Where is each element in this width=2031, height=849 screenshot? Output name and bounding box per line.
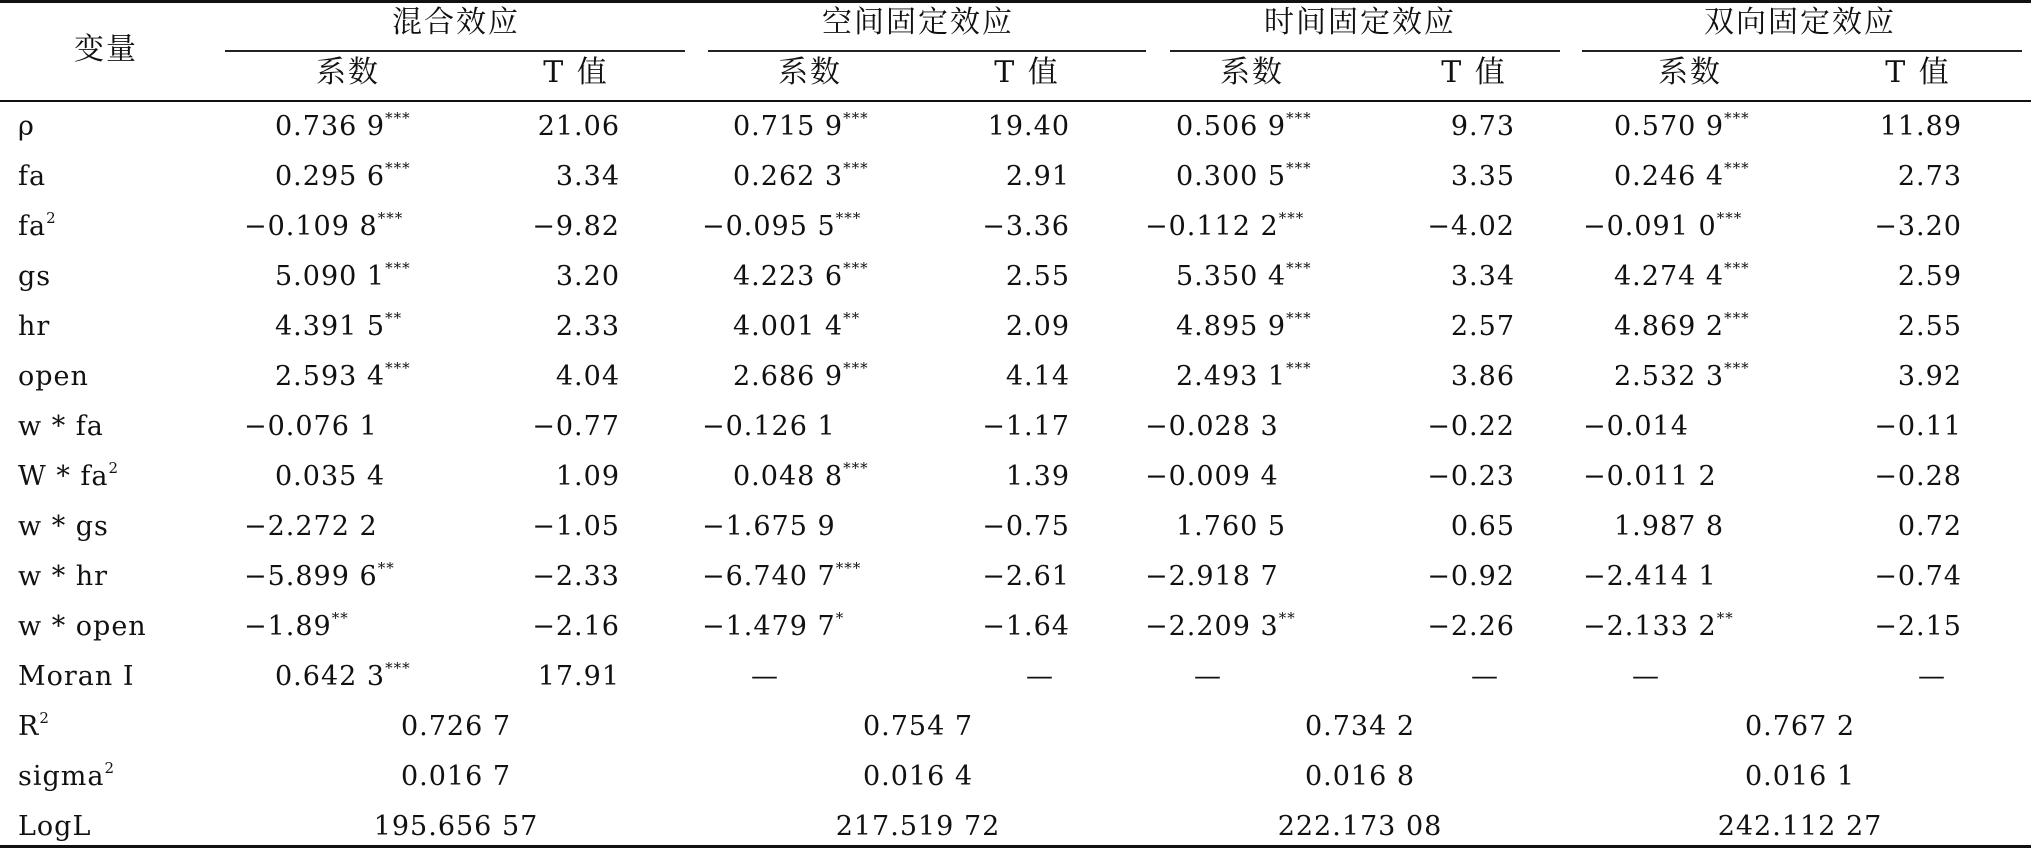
table-row-label: [18, 362, 89, 392]
significance-stars: ***: [377, 209, 404, 227]
significance-stars: **: [843, 309, 861, 327]
t-cell: 4.04: [555, 361, 620, 392]
significance-stars: ***: [843, 109, 869, 127]
t-cell: —: [1471, 661, 1499, 692]
t-cell: −0.23: [1427, 461, 1515, 492]
coef-cell: [1145, 209, 1305, 242]
summary-cell: 0.016 1: [1744, 761, 1856, 792]
coef-cell: [275, 462, 385, 492]
table-row-label: [18, 162, 46, 192]
coef-value: 0.715 9: [733, 111, 844, 142]
coef-value: −0.126 1: [702, 411, 836, 442]
coef-value: −1.675 9: [702, 511, 836, 542]
coef-cell: [733, 359, 869, 392]
summary-cell: 0.734 2: [1304, 711, 1416, 742]
t-cell: −0.92: [1427, 561, 1515, 592]
coef-value: 0.642 3: [275, 661, 386, 692]
subheader-t: T 值: [994, 55, 1060, 90]
coef-value: −2.209 3: [1145, 611, 1279, 642]
summary-cell: 0.726 7: [400, 711, 512, 742]
coef-cell: [1583, 462, 1717, 492]
table-row-label: [18, 459, 120, 492]
variable-superscript: 2: [104, 759, 116, 777]
coef-value: 0.506 9: [1176, 111, 1287, 142]
t-cell: −0.75: [982, 511, 1070, 542]
significance-stars: *: [835, 609, 845, 627]
coef-cell: [244, 512, 378, 542]
coef-value: −0.076 1: [244, 411, 378, 442]
t-cell: −9.82: [532, 211, 620, 242]
t-cell: —: [1918, 661, 1946, 692]
coef-cell: [275, 359, 411, 392]
subheader-coef: 系数: [1220, 55, 1284, 90]
significance-stars: ***: [1716, 209, 1743, 227]
coef-value: 1.760 5: [1176, 511, 1287, 542]
coef-cell: [733, 159, 869, 192]
significance-stars: **: [331, 609, 349, 627]
coef-cell: [733, 259, 869, 292]
t-cell: 21.06: [537, 111, 620, 142]
group-underline-twoway: [1582, 50, 2022, 52]
t-cell: −0.28: [1874, 461, 1962, 492]
coef-cell: [1583, 209, 1743, 242]
subheader-coef: 系数: [1658, 55, 1722, 90]
coef-cell: [1145, 609, 1296, 642]
coef-value: 0.048 8: [733, 461, 844, 492]
subheader-coef: 系数: [316, 55, 380, 90]
coef-value: 4.869 2: [1614, 311, 1725, 342]
coef-cell: [244, 209, 404, 242]
bottom-rule: [0, 845, 2031, 848]
coef-cell: [244, 412, 378, 442]
header-rule: [0, 100, 2031, 102]
coef-cell: —: [1632, 661, 1660, 692]
t-cell: 4.14: [1005, 361, 1070, 392]
variable-label: Moran I: [18, 661, 135, 692]
significance-stars: ***: [385, 259, 411, 277]
coef-cell: [702, 559, 862, 592]
summary-cell: 0.754 7: [862, 711, 974, 742]
coef-cell: [1614, 359, 1750, 392]
variable-label: w * fa: [18, 411, 104, 442]
variable-label: ρ: [18, 111, 35, 142]
coef-cell: [275, 659, 411, 692]
t-cell: 17.91: [537, 661, 620, 692]
coef-value: −0.009 4: [1145, 461, 1279, 492]
significance-stars: ***: [385, 159, 411, 177]
t-cell: 3.35: [1450, 161, 1515, 192]
t-cell: —: [1026, 661, 1054, 692]
coef-cell: [1145, 562, 1279, 592]
variable-label: gs: [18, 261, 52, 292]
coef-value: −0.014: [1583, 411, 1689, 442]
top-rule: [0, 0, 2031, 3]
coef-cell: [275, 109, 411, 142]
t-cell: −1.64: [982, 611, 1070, 642]
coef-value: 4.391 5: [275, 311, 386, 342]
significance-stars: ***: [1278, 209, 1305, 227]
coef-value: 2.686 9: [733, 361, 844, 392]
coef-value: 4.895 9: [1176, 311, 1287, 342]
summary-cell: 0.016 8: [1304, 761, 1416, 792]
t-cell: −0.77: [532, 411, 620, 442]
significance-stars: ***: [385, 659, 411, 677]
significance-stars: ***: [843, 359, 869, 377]
coef-value: 2.593 4: [275, 361, 386, 392]
variable-label: w * gs: [18, 511, 109, 542]
table-row-label: [18, 209, 57, 242]
coef-cell: [1145, 412, 1279, 442]
coef-cell: [1145, 462, 1279, 492]
coef-value: 2.493 1: [1176, 361, 1287, 392]
coef-value: 0.246 4: [1614, 161, 1725, 192]
coef-cell: [275, 259, 411, 292]
t-cell: −3.20: [1874, 211, 1962, 242]
variable-label: hr: [18, 311, 51, 342]
coef-cell: —: [751, 661, 779, 692]
t-cell: −2.16: [532, 611, 620, 642]
t-cell: 2.55: [1897, 311, 1962, 342]
t-cell: 1.09: [555, 461, 620, 492]
table-row-label: [18, 562, 108, 592]
coef-cell: [702, 512, 836, 542]
coef-cell: [1176, 109, 1312, 142]
coef-cell: [1176, 309, 1312, 342]
subheader-t: T 值: [1441, 55, 1507, 90]
t-cell: 3.86: [1450, 361, 1515, 392]
t-cell: 2.57: [1450, 311, 1515, 342]
header-variable: 变量: [74, 32, 138, 67]
coef-cell: [244, 559, 395, 592]
significance-stars: ***: [1286, 259, 1312, 277]
coef-cell: [1583, 562, 1717, 592]
coef-value: 0.035 4: [275, 461, 386, 492]
coef-value: 1.987 8: [1614, 511, 1725, 542]
summary-row-label: [18, 812, 91, 842]
t-cell: −1.05: [532, 511, 620, 542]
coef-cell: [702, 209, 862, 242]
coef-value: −5.899 6: [244, 561, 378, 592]
t-cell: −4.02: [1427, 211, 1515, 242]
t-cell: 11.89: [1879, 111, 1962, 142]
table-row-label: [18, 512, 109, 542]
group-underline-spatial: [708, 50, 1146, 52]
group-header-spatial: 空间固定效应: [822, 5, 1014, 40]
subheader-coef: 系数: [778, 55, 842, 90]
coef-value: −6.740 7: [702, 561, 836, 592]
significance-stars: ***: [385, 359, 411, 377]
summary-cell: 195.656 57: [373, 811, 539, 842]
significance-stars: **: [385, 309, 403, 327]
variable-superscript: 2: [39, 709, 50, 727]
t-cell: 2.73: [1897, 161, 1962, 192]
t-cell: −3.36: [982, 211, 1070, 242]
t-cell: 3.34: [555, 161, 620, 192]
variable-superscript: 2: [108, 459, 120, 477]
coef-value: 4.001 4: [733, 311, 844, 342]
significance-stars: ***: [1286, 159, 1312, 177]
coef-cell: [1614, 159, 1750, 192]
significance-stars: ***: [843, 259, 869, 277]
subheader-t: T 值: [1885, 55, 1951, 90]
significance-stars: ***: [1724, 309, 1750, 327]
significance-stars: ***: [1286, 359, 1312, 377]
significance-stars: ***: [1286, 109, 1312, 127]
coef-value: −1.89: [244, 611, 332, 642]
t-cell: −0.22: [1427, 411, 1515, 442]
coef-value: −0.112 2: [1145, 211, 1279, 242]
coef-cell: [1176, 512, 1286, 542]
significance-stars: **: [1716, 609, 1734, 627]
t-cell: 3.20: [555, 261, 620, 292]
significance-stars: ***: [843, 159, 869, 177]
coef-value: −2.133 2: [1583, 611, 1717, 642]
table-row-label: [18, 262, 51, 292]
coef-value: 0.736 9: [275, 111, 386, 142]
t-cell: −2.26: [1427, 611, 1515, 642]
significance-stars: ***: [843, 459, 869, 477]
significance-stars: **: [1278, 609, 1296, 627]
t-cell: −2.15: [1874, 611, 1962, 642]
coef-cell: [1583, 412, 1689, 442]
significance-stars: ***: [1286, 309, 1312, 327]
t-cell: 2.33: [555, 311, 620, 342]
variable-label: W * fa: [18, 461, 109, 492]
coef-cell: —: [1194, 661, 1222, 692]
coef-cell: [1614, 109, 1750, 142]
coef-value: 0.570 9: [1614, 111, 1725, 142]
variable-label: w * open: [18, 611, 147, 642]
significance-stars: ***: [385, 109, 411, 127]
t-cell: −2.61: [982, 561, 1070, 592]
t-cell: −0.74: [1874, 561, 1962, 592]
summary-row-label: [18, 709, 50, 742]
summary-cell: 0.016 7: [400, 761, 512, 792]
subheader-t: T 值: [543, 55, 609, 90]
significance-stars: ***: [1724, 159, 1750, 177]
significance-stars: ***: [835, 209, 862, 227]
variable-label: open: [18, 361, 89, 392]
summary-row-label: [18, 759, 116, 792]
t-cell: 2.59: [1897, 261, 1962, 292]
t-cell: 1.39: [1005, 461, 1070, 492]
coef-cell: [1614, 259, 1750, 292]
t-cell: −2.33: [532, 561, 620, 592]
group-header-mixed: 混合效应: [392, 5, 520, 40]
coef-cell: [1614, 512, 1724, 542]
coef-value: 0.295 6: [275, 161, 386, 192]
coef-value: 5.090 1: [275, 261, 386, 292]
coef-cell: [275, 309, 403, 342]
significance-stars: ***: [1724, 109, 1750, 127]
t-cell: 3.92: [1897, 361, 1962, 392]
table-row-label: [18, 662, 135, 692]
t-cell: 9.73: [1450, 111, 1515, 142]
significance-stars: ***: [1724, 359, 1750, 377]
significance-stars: ***: [835, 559, 862, 577]
group-underline-time: [1170, 50, 1560, 52]
variable-label: LogL: [18, 811, 92, 842]
t-cell: 19.40: [987, 111, 1070, 142]
summary-cell: 0.767 2: [1744, 711, 1856, 742]
coef-value: −0.095 5: [702, 211, 836, 242]
coef-value: 2.532 3: [1614, 361, 1725, 392]
table-row-label: [18, 412, 104, 442]
group-underline-mixed: [225, 50, 685, 52]
coef-value: −2.414 1: [1583, 561, 1717, 592]
coef-cell: [702, 609, 845, 642]
coef-cell: [1176, 359, 1312, 392]
coef-value: −2.272 2: [244, 511, 378, 542]
coef-cell: [702, 412, 836, 442]
coef-value: −2.918 7: [1145, 561, 1279, 592]
coef-cell: [1176, 159, 1312, 192]
group-header-twoway: 双向固定效应: [1704, 5, 1896, 40]
coef-cell: [1583, 609, 1734, 642]
coef-cell: [733, 109, 869, 142]
coef-cell: [1176, 259, 1312, 292]
table-row-label: [18, 312, 50, 342]
coef-cell: [275, 159, 411, 192]
variable-label: sigma: [18, 761, 105, 792]
table-row-label: [18, 112, 35, 142]
variable-label: fa: [18, 211, 47, 242]
t-cell: 2.09: [1005, 311, 1070, 342]
coef-cell: [733, 309, 861, 342]
coef-value: 0.300 5: [1176, 161, 1287, 192]
t-cell: 0.72: [1897, 511, 1962, 542]
coef-value: −0.109 8: [244, 211, 378, 242]
coef-value: 4.274 4: [1614, 261, 1725, 292]
coef-value: 0.262 3: [733, 161, 844, 192]
variable-label: w * hr: [18, 561, 109, 592]
coef-cell: [244, 609, 349, 642]
coef-value: −1.479 7: [702, 611, 836, 642]
coef-value: 5.350 4: [1176, 261, 1287, 292]
summary-cell: 0.016 4: [862, 761, 974, 792]
variable-label: R: [18, 711, 40, 742]
t-cell: 2.55: [1005, 261, 1070, 292]
t-cell: −1.17: [982, 411, 1070, 442]
coef-value: 4.223 6: [733, 261, 844, 292]
coef-cell: [733, 459, 869, 492]
summary-cell: 222.173 08: [1277, 811, 1443, 842]
coef-value: −0.028 3: [1145, 411, 1279, 442]
variable-label: fa: [18, 161, 47, 192]
significance-stars: **: [377, 559, 395, 577]
t-cell: 2.91: [1005, 161, 1070, 192]
coef-cell: [1614, 309, 1750, 342]
table-row-label: [18, 612, 147, 642]
t-cell: 3.34: [1450, 261, 1515, 292]
significance-stars: ***: [1724, 259, 1750, 277]
t-cell: 0.65: [1450, 511, 1515, 542]
summary-cell: 217.519 72: [835, 811, 1001, 842]
group-header-time: 时间固定效应: [1264, 5, 1456, 40]
t-cell: −0.11: [1874, 411, 1962, 442]
coef-value: −0.091 0: [1583, 211, 1717, 242]
coef-value: −0.011 2: [1583, 461, 1717, 492]
summary-cell: 242.112 27: [1717, 811, 1883, 842]
variable-superscript: 2: [46, 209, 57, 227]
